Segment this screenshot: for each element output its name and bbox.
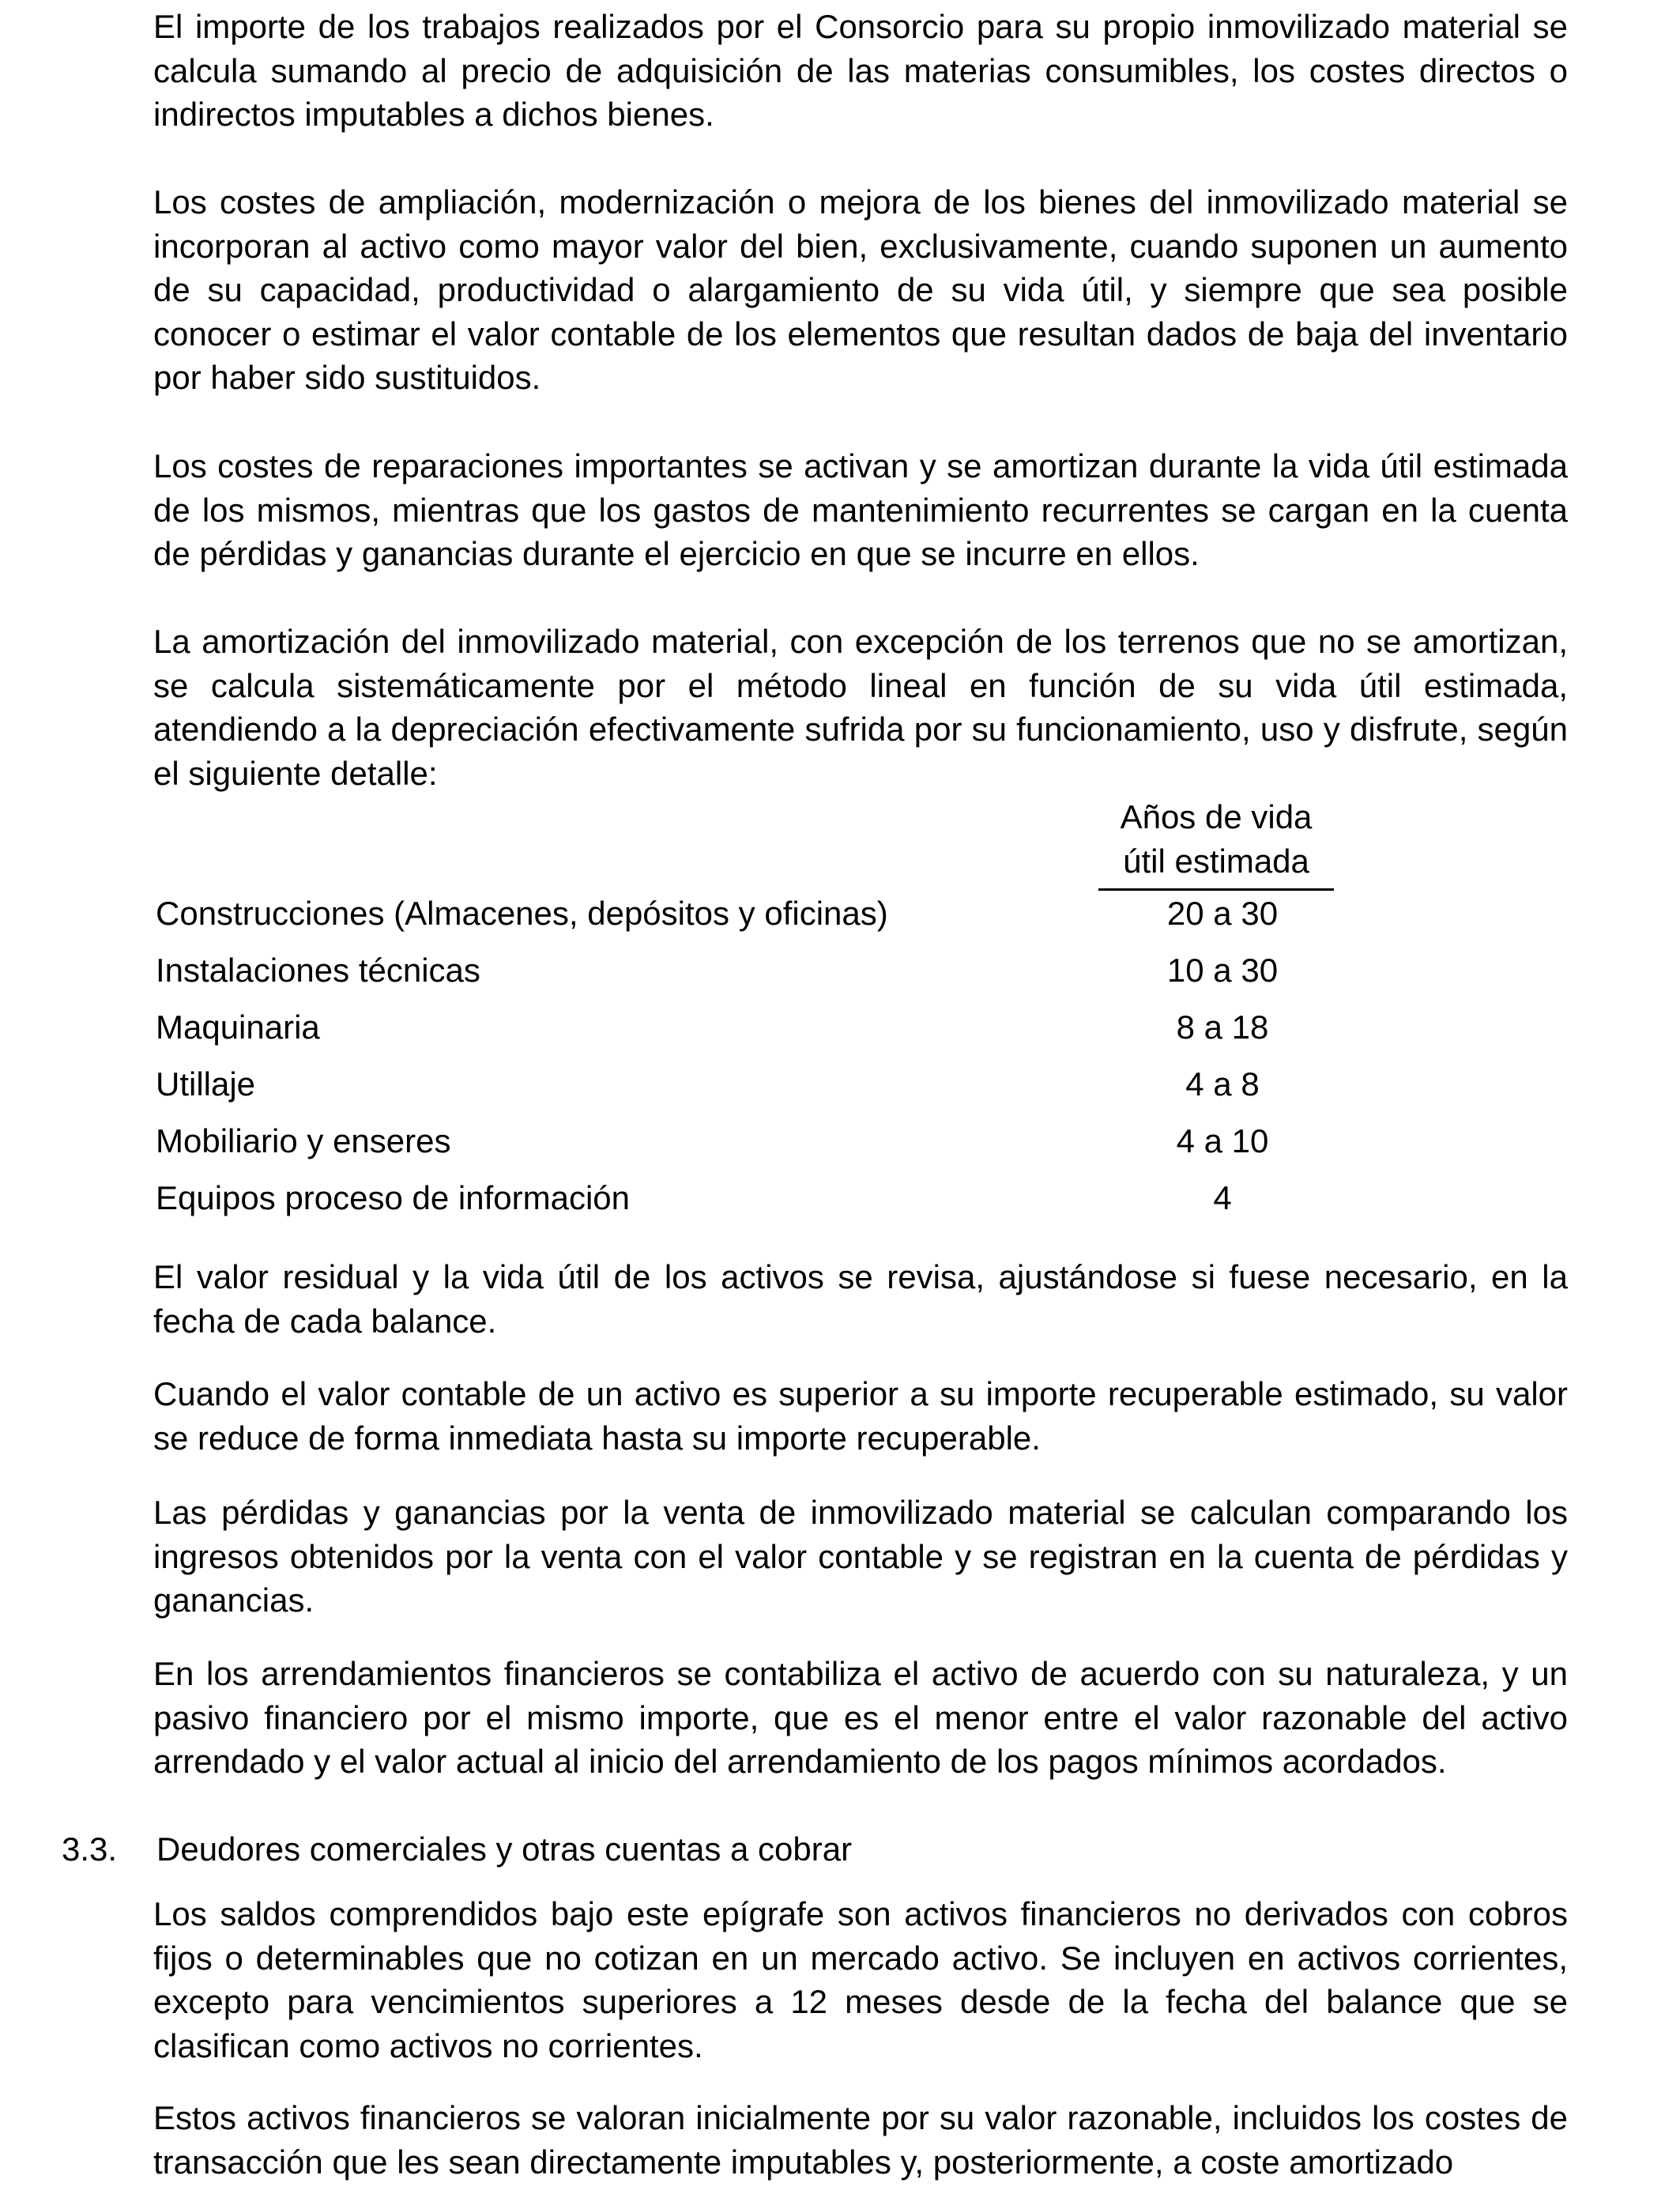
table-header-vida-util [1098,795,1334,884]
table-row-label: Maquinaria [156,1008,320,1046]
table-header-line-2: útil estimada [1123,843,1309,880]
table-row-value: 20 a 30 [1166,895,1279,932]
paragraph-saldos-deudores: Los saldos comprendidos bajo este epígrafe son activos financieros no derivados con cobros fijos o determinables que no cotizan en un mercado activo. Se incluyen en activos corrientes, excepto para vencimientos superiores a 12 meses desde de la fecha del balance que se clasifican como activos no corrientes. [153,1895,1568,2064]
table-row [156,1118,1341,1165]
paragraph-valor-residual: El valor residual y la vida útil de los activos se revisa, ajustándose si fuese necesario, en la fecha de cada balance. [153,1258,1568,1340]
paragraph-perdidas-ganancias: Las pérdidas y ganancias por la venta de inmovilizado material se calculan comparando los ingresos obtenidos por la venta con el valor contable y se registran en la cuenta de pérdidas y ganancias. [153,1494,1568,1619]
table-row [156,1174,1341,1222]
table-row-value: 8 a 18 [1176,1008,1269,1046]
paragraph-trabajos-inmovilizado: El importe de los trabajos realizados por el Consorcio para su propio inmovilizado material se calcula sumando al precio de adquisición de las materias consumibles, los costes directos o indirectos imputables a dichos bienes. [153,8,1568,133]
table-row-value: 4 a 10 [1176,1122,1269,1159]
table-row-value: 4 [1213,1179,1232,1216]
table-header-line-1: Años de vida [1120,798,1313,835]
table-row-label: Equipos proceso de información [156,1179,631,1216]
table-row [156,1004,1341,1051]
table-row [156,890,1341,937]
table-row-label: Construcciones (Almacenes, depósitos y oficinas) [156,895,888,932]
paragraph-amortizacion: La amortización del inmovilizado material, con excepción de los terrenos que no se amortizan, se calcula sistemáticamente por el método lineal en función de su vida útil estimada, atendiendo a la depreciación efectivamente sufrida por su funcionamiento, uso y disfrute, según el siguiente detalle: [153,623,1568,792]
table-row [156,1061,1341,1108]
paragraph-costes-reparaciones: Los costes de reparaciones importantes se activan y se amortizan durante la vida útil estimada de los mismos, mientras que los gastos de mantenimiento recurrentes se cargan en la cuenta de pérdidas y ganancias durante el ejercicio en que se incurre en ellos. [153,447,1568,572]
paragraph-activos-financieros: Estos activos financieros se valoran inicialmente por su valor razonable, incluidos los costes de transacción que les sean directamente imputables y, posteriormente, a coste amortizado [153,2099,1568,2181]
table-row [156,947,1341,994]
table-row-value: 10 a 30 [1166,952,1279,989]
section-title: Deudores comerciales y otras cuentas a cobrar [156,1830,853,1868]
paragraph-arrendamientos: En los arrendamientos financieros se contabiliza el activo de acuerdo con su naturaleza, y un pasivo financiero por el mismo importe, que es el menor entre el valor razonable del activo arrendado y el valor actual al inicio del arrendamiento de los pagos mínimos acordados. [153,1655,1568,1780]
table-row-value: 4 a 8 [1185,1065,1260,1103]
table-row-label: Mobiliario y enseres [156,1122,451,1159]
section-number: 3.3. [62,1830,118,1868]
paragraph-costes-ampliacion: Los costes de ampliación, modernización o mejora de los bienes del inmovilizado material se incorporan al activo como mayor valor del bien, exclusivamente, cuando suponen un aumento de su capacidad, productividad o alargamiento de su vida útil, y siempre que sea posible conocer o estimar el valor contable de los elementos que resultan dados de baja del inventario por haber sido sustituidos. [153,183,1568,396]
table-row-label: Utillaje [156,1065,256,1103]
table-row-label: Instalaciones técnicas [156,952,480,989]
paragraph-valor-contable: Cuando el valor contable de un activo es superior a su importe recuperable estimado, su valor se reduce de forma inmediata hasta su importe recuperable. [153,1375,1568,1457]
